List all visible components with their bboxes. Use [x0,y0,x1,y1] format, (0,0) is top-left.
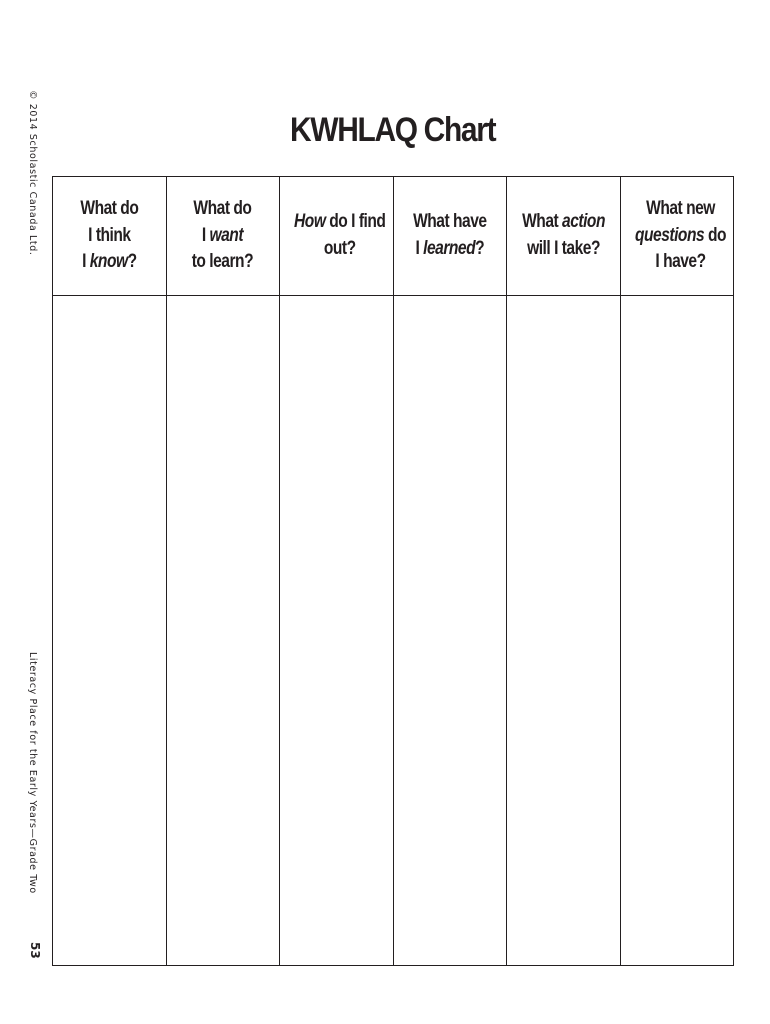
header-text-part: I have? [654,251,706,273]
header-text-part: I [202,224,210,246]
header-text-part: ? [127,251,137,273]
header-text-part: I [415,238,424,259]
header-row [53,177,734,296]
column-header-action [507,177,621,296]
column-header-how [280,177,394,296]
header-text-part: What [521,211,562,233]
header-text-part: I think [88,224,131,246]
header-text-part: do I find [325,211,386,233]
header-text-part: What do [80,198,139,220]
header-text-part: What have [413,211,487,233]
page-title: KWHLAQ Chart [290,111,496,149]
header-text-part: know [89,251,128,273]
page-number: 53 [28,942,42,959]
header-text-part: want [209,224,244,246]
header-text-part: to learn? [192,251,254,273]
column-header-want [166,177,280,296]
header-text-part: will I take? [526,238,600,259]
writing-row [53,296,734,966]
header-text-part: learned [423,238,476,259]
header-text-part: What new [645,198,715,220]
writing-area-questions[interactable] [620,296,734,966]
column-header-questions [620,177,734,296]
header-text-part: ? [475,238,485,259]
header-text-part: do [703,224,726,246]
column-header-know [53,177,167,296]
header-text-part: action [561,211,605,233]
column-header-learned [393,177,507,296]
writing-area-action[interactable] [507,296,621,966]
writing-area-learned[interactable] [393,296,507,966]
writing-area-want[interactable] [166,296,280,966]
writing-area-know[interactable] [53,296,167,966]
writing-area-how[interactable] [280,296,394,966]
copyright-notice: © 2014 Scholastic Canada Ltd. [27,90,38,256]
kwhlaq-table [52,176,734,966]
header-text-part: I [81,251,90,273]
header-text-part: What do [193,198,252,220]
header-text-part: questions [634,224,704,246]
header-text-part: How [294,211,326,233]
series-footer: Literacy Place for the Early Years—Grade Two [27,652,38,894]
header-text-part: out? [323,238,356,259]
